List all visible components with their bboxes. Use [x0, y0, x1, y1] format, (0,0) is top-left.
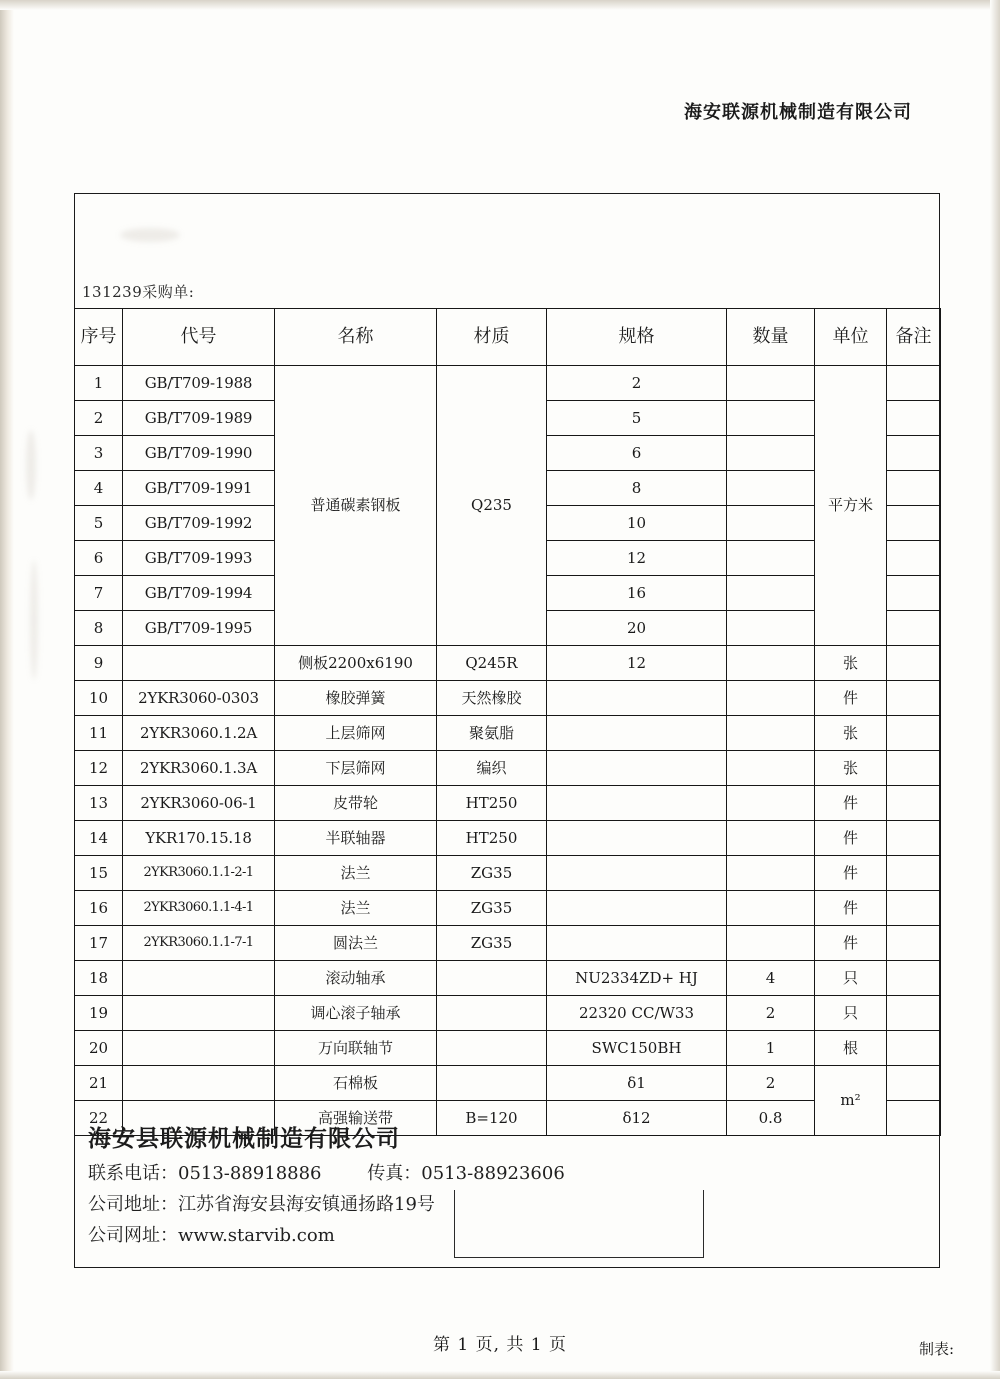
- cell-name: 侧板2200x6190: [275, 646, 437, 681]
- cell-spec: 8: [547, 471, 727, 506]
- cell-code: 2YKR3060.1.1-7-1: [123, 926, 275, 961]
- cell-unit: 张: [815, 751, 887, 786]
- cell-material: ZG35: [437, 891, 547, 926]
- cell-name: 调心滚子轴承: [275, 996, 437, 1031]
- scan-artifact: [30, 560, 38, 680]
- company-website: 公司网址：www.starvib.com: [88, 1225, 335, 1246]
- cell-unit: 件: [815, 821, 887, 856]
- cell-spec: 16: [547, 576, 727, 611]
- cell-spec: [547, 856, 727, 891]
- company-name: 海安县联源机械制造有限公司: [88, 1125, 400, 1152]
- cell-seq: 5: [75, 506, 123, 541]
- cell-unit: 根: [815, 1031, 887, 1066]
- table-row: [75, 891, 941, 926]
- cell-material: HT250: [437, 786, 547, 821]
- company-phone: 联系电话：0513-88918886 传真：0513-88923606: [88, 1163, 565, 1184]
- cell-note: [887, 926, 941, 961]
- cell-seq: 17: [75, 926, 123, 961]
- cell-note: [887, 576, 941, 611]
- cell-code: 2YKR3060.1.1-2-1: [123, 856, 275, 891]
- cell-spec: 5: [547, 401, 727, 436]
- cell-name: 法兰: [275, 891, 437, 926]
- cell-name: 圆法兰: [275, 926, 437, 961]
- cell-name: 上层筛网: [275, 716, 437, 751]
- cell-code: GB/T709-1995: [123, 611, 275, 646]
- cell-spec: [547, 926, 727, 961]
- cell-code: GB/T709-1993: [123, 541, 275, 576]
- cell-code: 2YKR3060-06-1: [123, 786, 275, 821]
- cell-qty: 2: [727, 1066, 815, 1101]
- cell-note: [887, 891, 941, 926]
- cell-seq: 12: [75, 751, 123, 786]
- cell-seq: 16: [75, 891, 123, 926]
- cell-seq: 20: [75, 1031, 123, 1066]
- cell-spec: 10: [547, 506, 727, 541]
- cell-unit: 只: [815, 996, 887, 1031]
- cell-note: [887, 821, 941, 856]
- cell-material: 编织: [437, 751, 547, 786]
- cell-seq: 1: [75, 366, 123, 401]
- cell-note: [887, 786, 941, 821]
- cell-seq: 22: [75, 1101, 123, 1136]
- table-row: [75, 856, 941, 891]
- cell-qty: [727, 436, 815, 471]
- table-row: [75, 716, 941, 751]
- table-row: [75, 926, 941, 961]
- cell-code: [123, 646, 275, 681]
- cell-code: [123, 1031, 275, 1066]
- cell-qty: [727, 751, 815, 786]
- cell-spec: 22320 CC/W33: [547, 996, 727, 1031]
- column-header-unit: 单位: [815, 309, 887, 366]
- column-header-code: 代号: [123, 309, 275, 366]
- table-row: [75, 1066, 941, 1101]
- cell-spec: 6: [547, 436, 727, 471]
- column-header-seq: 序号: [75, 309, 123, 366]
- cell-spec: 2: [547, 366, 727, 401]
- cell-unit: 只: [815, 961, 887, 996]
- company-address: 公司地址：江苏省海安县海安镇通扬路19号: [88, 1194, 435, 1215]
- cell-material: [437, 1066, 547, 1101]
- cell-unit: 件: [815, 786, 887, 821]
- cell-qty: [727, 366, 815, 401]
- column-header-note: 备注: [887, 309, 941, 366]
- cell-note: [887, 611, 941, 646]
- cell-note: [887, 436, 941, 471]
- cell-seq: 18: [75, 961, 123, 996]
- cell-code: [123, 961, 275, 996]
- cell-qty: 1: [727, 1031, 815, 1066]
- cell-spec: [547, 751, 727, 786]
- purchase-order-table: [74, 308, 941, 1136]
- cell-name: 半联轴器: [275, 821, 437, 856]
- cell-qty: [727, 856, 815, 891]
- company-contact-block: [74, 1110, 940, 1268]
- cell-unit-merged: 平方米: [815, 366, 887, 646]
- table-row: [75, 646, 941, 681]
- cell-spec: [547, 716, 727, 751]
- table-row: [75, 1031, 941, 1066]
- cell-qty: [727, 926, 815, 961]
- cell-seq: 9: [75, 646, 123, 681]
- cell-seq: 3: [75, 436, 123, 471]
- cell-note: [887, 856, 941, 891]
- cell-unit: 件: [815, 681, 887, 716]
- cell-name-merged: 普通碳素钢板: [275, 366, 437, 646]
- cell-spec: [547, 786, 727, 821]
- cell-spec: NU2334ZD+ HJ: [547, 961, 727, 996]
- page-title: 海安联源机械制造有限公司: [684, 102, 912, 123]
- cell-code: 2YKR3060.1.3A: [123, 751, 275, 786]
- cell-note: [887, 1066, 941, 1101]
- cell-note: [887, 471, 941, 506]
- cell-material: 天然橡胶: [437, 681, 547, 716]
- column-header-name: 名称: [275, 309, 437, 366]
- cell-material: HT250: [437, 821, 547, 856]
- cell-qty: [727, 716, 815, 751]
- cell-seq: 21: [75, 1066, 123, 1101]
- cell-note: [887, 646, 941, 681]
- cell-note: [887, 681, 941, 716]
- cell-seq: 10: [75, 681, 123, 716]
- scan-edge-top: [0, 0, 1000, 10]
- order-number-label: 131239采购单:: [82, 283, 195, 301]
- cell-spec: δ1: [547, 1066, 727, 1101]
- cell-seq: 14: [75, 821, 123, 856]
- cell-code: YKR170.15.18: [123, 821, 275, 856]
- cell-qty: [727, 646, 815, 681]
- cell-spec: [547, 891, 727, 926]
- cell-material: [437, 996, 547, 1031]
- table-row: [75, 751, 941, 786]
- cell-name: 滚动轴承: [275, 961, 437, 996]
- column-header-spec: 规格: [547, 309, 727, 366]
- cell-code: GB/T709-1991: [123, 471, 275, 506]
- cell-note: [887, 1031, 941, 1066]
- cell-code: GB/T709-1994: [123, 576, 275, 611]
- scan-artifact: [26, 430, 36, 500]
- cell-unit: 件: [815, 891, 887, 926]
- scan-edge-left: [0, 0, 14, 1379]
- cell-unit: 张: [815, 716, 887, 751]
- cell-qty: [727, 786, 815, 821]
- column-header-qty: 数量: [727, 309, 815, 366]
- cell-note: [887, 401, 941, 436]
- cell-qty: [727, 541, 815, 576]
- cell-qty: 2: [727, 996, 815, 1031]
- cell-seq: 8: [75, 611, 123, 646]
- cell-qty: [727, 401, 815, 436]
- scan-edge-bottom: [0, 1371, 1000, 1379]
- cell-note: [887, 366, 941, 401]
- cell-spec: [547, 821, 727, 856]
- cell-note: [887, 541, 941, 576]
- cell-note: [887, 751, 941, 786]
- cell-spec: 12: [547, 646, 727, 681]
- table-row: [75, 996, 941, 1031]
- table-row: [75, 821, 941, 856]
- cell-seq: 11: [75, 716, 123, 751]
- cell-qty: [727, 611, 815, 646]
- cell-spec: SWC150BH: [547, 1031, 727, 1066]
- cell-code: [123, 1066, 275, 1101]
- cell-seq: 13: [75, 786, 123, 821]
- cell-code: GB/T709-1990: [123, 436, 275, 471]
- cell-name: 下层筛网: [275, 751, 437, 786]
- cell-qty: [727, 471, 815, 506]
- cell-seq: 4: [75, 471, 123, 506]
- cell-name: 法兰: [275, 856, 437, 891]
- cell-spec: 12: [547, 541, 727, 576]
- cell-material: ZG35: [437, 926, 547, 961]
- cell-note: [887, 506, 941, 541]
- cell-material: [437, 1031, 547, 1066]
- scan-edge-right: [990, 0, 1000, 1379]
- cell-qty: [727, 576, 815, 611]
- cell-name: 高强输送带: [275, 1101, 437, 1136]
- cell-seq: 7: [75, 576, 123, 611]
- cell-unit: 件: [815, 926, 887, 961]
- cell-code: 2YKR3060.1.1-4-1: [123, 891, 275, 926]
- table-row: [75, 961, 941, 996]
- column-header-material: 材质: [437, 309, 547, 366]
- table-row: [75, 786, 941, 821]
- cell-qty: 4: [727, 961, 815, 996]
- cell-name: 皮带轮: [275, 786, 437, 821]
- cell-seq: 19: [75, 996, 123, 1031]
- cell-code: 2YKR3060.1.2A: [123, 716, 275, 751]
- cell-material: [437, 961, 547, 996]
- maker-label: 制表:: [918, 1340, 954, 1358]
- page-number: 第 1 页, 共 1 页: [432, 1335, 568, 1355]
- cell-name: 万向联轴节: [275, 1031, 437, 1066]
- cell-seq: 15: [75, 856, 123, 891]
- cell-material-merged: Q235: [437, 366, 547, 646]
- cell-spec: 20: [547, 611, 727, 646]
- cell-note: [887, 716, 941, 751]
- table-header-row: [75, 309, 941, 366]
- cell-spec: δ12: [547, 1101, 727, 1136]
- cell-material: Q245R: [437, 646, 547, 681]
- cell-name: 石棉板: [275, 1066, 437, 1101]
- cell-code: GB/T709-1988: [123, 366, 275, 401]
- cell-unit: 件: [815, 856, 887, 891]
- cell-code: GB/T709-1992: [123, 506, 275, 541]
- cell-qty: 0.8: [727, 1101, 815, 1136]
- cell-qty: [727, 891, 815, 926]
- cell-qty: [727, 681, 815, 716]
- table-row: [75, 366, 941, 401]
- cell-qty: [727, 821, 815, 856]
- cell-material: ZG35: [437, 856, 547, 891]
- cell-material: B=120: [437, 1101, 547, 1136]
- cell-note: [887, 961, 941, 996]
- cell-code: [123, 996, 275, 1031]
- cell-note: [887, 996, 941, 1031]
- cell-unit-merged-sqm: m²: [815, 1066, 887, 1136]
- cell-name: 橡胶弹簧: [275, 681, 437, 716]
- cell-code: GB/T709-1989: [123, 401, 275, 436]
- cell-qty: [727, 506, 815, 541]
- cell-seq: 2: [75, 401, 123, 436]
- table-row: [75, 681, 941, 716]
- cell-spec: [547, 681, 727, 716]
- cell-material: 聚氨脂: [437, 716, 547, 751]
- cell-seq: 6: [75, 541, 123, 576]
- cell-code: 2YKR3060-0303: [123, 681, 275, 716]
- cell-unit: 张: [815, 646, 887, 681]
